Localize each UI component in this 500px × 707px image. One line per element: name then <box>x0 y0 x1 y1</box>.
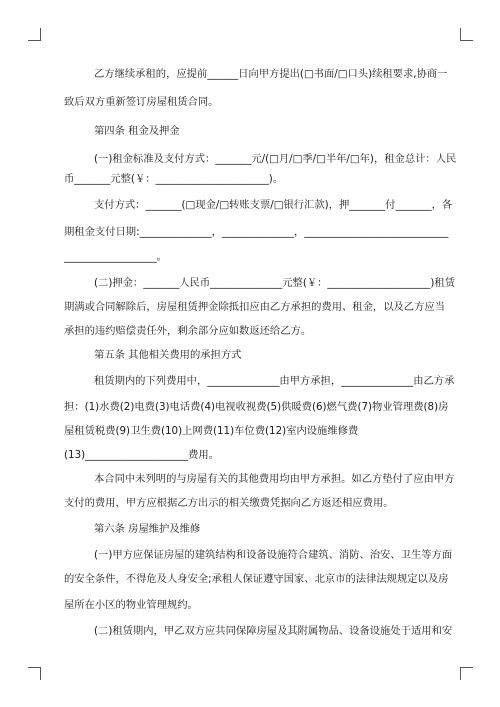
text-line: 期满或合同解除后，房屋租赁押金除抵扣应由乙方承担的费用、租金，以及乙方应当 <box>64 301 445 313</box>
text-line: 支付方式：_______(□现金/□转账支票/□银行汇款)，押_______付_______，各 <box>94 199 453 211</box>
text-line: (13)____________________费用。 <box>64 449 219 461</box>
section-heading: 第四条 租金及押金 <box>94 125 180 137</box>
crop-mark-bottom-left <box>28 667 41 680</box>
text-line: 承担的违约赔偿责任外，剩余部分应如数返还给乙方。 <box>64 325 312 337</box>
text-line: 本合同中未列明的与房屋有关的其他费用均由甲方承担。如乙方垫付了应由甲方 <box>94 473 455 485</box>
text-line: 致后双方重新签订房屋租赁合同。 <box>64 96 219 108</box>
text-line: 乙方继续承租的，应提前______日向甲方提出(□书面/□口头)续租要求,协商一 <box>94 68 448 80</box>
section-heading: 第五条 其他相关费用的承担方式 <box>94 349 242 361</box>
text-line: 屋租赁税费(9)卫生费(10)上网费(11)车位费(12)室内设施维修费 <box>64 425 359 437</box>
text-line: __________________。 <box>64 251 167 263</box>
section-heading: 第六条 房屋维护及维修 <box>94 523 201 535</box>
text-line: (一)租金标准及支付方式：_______元/(□月/□季/□半年/□年)，租金总计：人民 <box>94 153 457 165</box>
crop-mark-top-right <box>460 28 473 41</box>
text-line: 支付的费用，甲方应根据乙方出示的相关缴费凭据向乙方返还相应费用。 <box>64 497 394 509</box>
text-line: 租赁期内的下列费用中，______________由甲方承担，______________由乙方承 <box>94 375 455 387</box>
text-line: (二)租赁期内，甲乙双方应共同保障房屋及其附属物品、设备设施处于适用和安 <box>94 625 453 637</box>
crop-mark-bottom-right <box>460 667 473 680</box>
text-line: 的安全条件，不得危及人身安全;承租人保证遵守国家、北京市的法律法规规定以及房 <box>64 573 449 585</box>
text-line: 担：(1)水费(2)电费(3)电话费(4)电视收视费(5)供暖费(6)燃气费(7)物业管理费(8)房 <box>64 401 449 413</box>
text-line: 屋所在小区的物业管理规约。 <box>64 599 198 611</box>
text-line: 币_______元整(￥：______________________)。 <box>64 173 284 185</box>
text-line: (二)押金：_______人民币______________元整(￥：____________________)租赁 <box>94 277 456 289</box>
text-line: (一)甲方应保证房屋的建筑结构和设备设施符合建筑、消防、治安、卫生等方面 <box>94 549 453 561</box>
text-line: 期租金支付日期:______________，______________，____________________________ <box>64 226 449 238</box>
crop-mark-top-left <box>28 28 41 41</box>
